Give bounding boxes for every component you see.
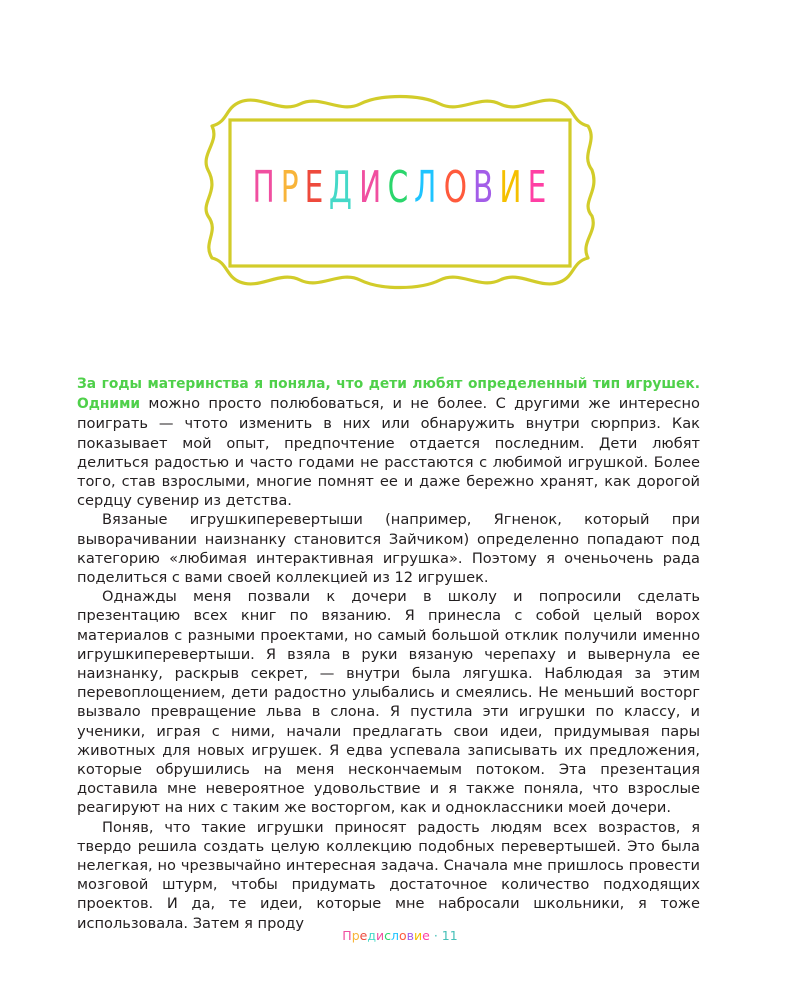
title-letter: Е xyxy=(304,162,325,213)
footer-separator: · xyxy=(433,928,438,943)
footer-letter: л xyxy=(390,928,399,943)
footer-letter: П xyxy=(342,928,352,943)
footer-letter: р xyxy=(351,928,360,943)
title-letter: И xyxy=(499,162,524,213)
page-footer xyxy=(0,928,800,943)
page-title xyxy=(0,160,800,216)
footer-letter: и xyxy=(375,928,385,943)
title-letter: О xyxy=(443,162,468,213)
paragraph-text: Вязаные игрушкиперевертыши (например, Ягненок, который при выворачивании наизнанку становится Зайчиком) определенно попадают под категорию «любимая интерактивная игрушка». Поэтому я оченьочень рада поделиться с вами своей коллекцией из 12 игрушек. xyxy=(77,511,700,587)
paragraph-text: Однажды меня позвали к дочери в школу и попросили сделать презентацию всех книг по вязанию. Я принесла с собой целый ворох материалов с разными проектами, но самый большой отклик получили именно игрушкиперевертыши. Я взяла в руки вязаную черепаху и вывернула ее наизнанку, раскрыв секрет, — внутри была лягушка. Наблюдая за этим перевоплощением, дети радостно улыбались и смеялись. Не меньший восторг вызвало превращение льва в слона. Я пустила эти игрушки по классу, и ученики, играя с ними, начали предлагать свои идеи, придумывая пары животных для новых игрушек. Я едва успевала записывать их предложения, которые обрушились на меня нескончаемым потоком. Эта презентация доставила мне невероятное удовольствие и я также поняла, что взрослые реагируют на них с таким же восторгом, как и одноклассники моей дочери. xyxy=(77,588,700,817)
paragraph xyxy=(77,510,700,587)
paragraph xyxy=(77,587,700,817)
footer-letter: с xyxy=(384,928,391,943)
title-letter: Л xyxy=(414,162,438,213)
paragraph-lead: За годы материнства я поняла, что дети любят определенный тип игрушек. Одними xyxy=(77,376,700,413)
paragraph xyxy=(77,818,700,933)
paragraph-text: можно просто полюбоваться, и не более. С другими же интересно поиграть — чтото изменить в них или обнаружить внутри сюрприз. Как показывает мой опыт, предпочтение отдается последним. Дети любят делиться радостью и часто годами не расстаются с любимой игрушкой. Более того, став взрослыми, многие помнят ее и даже бережно хранят, как дорогой сердцу сувенир из детства. xyxy=(77,395,700,510)
footer-letter: д xyxy=(367,928,376,943)
title-letter: В xyxy=(473,162,495,213)
title-letter: Р xyxy=(280,162,300,213)
page-number: 11 xyxy=(441,928,458,943)
paragraph-text: Поняв, что такие игрушки приносят радость людям всех возрастов, я твердо решила создать целую коллекцию подобных перевертышей. Это была нелегкая, но чрезвычайно интересная задача. Сначала мне пришлось провести мозговой штурм, чтобы придумать достаточное количество подходящих проектов. И да, те идеи, которые мне набросали школьники, я тоже использовала. Затем я проду xyxy=(77,818,700,932)
footer-letter: и xyxy=(414,928,423,943)
title-letter: П xyxy=(252,162,277,213)
title-letter: Д xyxy=(329,162,354,213)
footer-letter: в xyxy=(406,928,415,943)
footer-section-label xyxy=(342,928,430,943)
footer-letter: е xyxy=(359,928,368,943)
title-letter: Е xyxy=(527,162,548,213)
body-text xyxy=(77,374,700,933)
title-letter: И xyxy=(358,162,383,213)
title-letter: С xyxy=(387,162,410,213)
paragraph xyxy=(77,374,700,510)
footer-letter: о xyxy=(398,928,407,943)
footer-letter: е xyxy=(422,928,430,943)
